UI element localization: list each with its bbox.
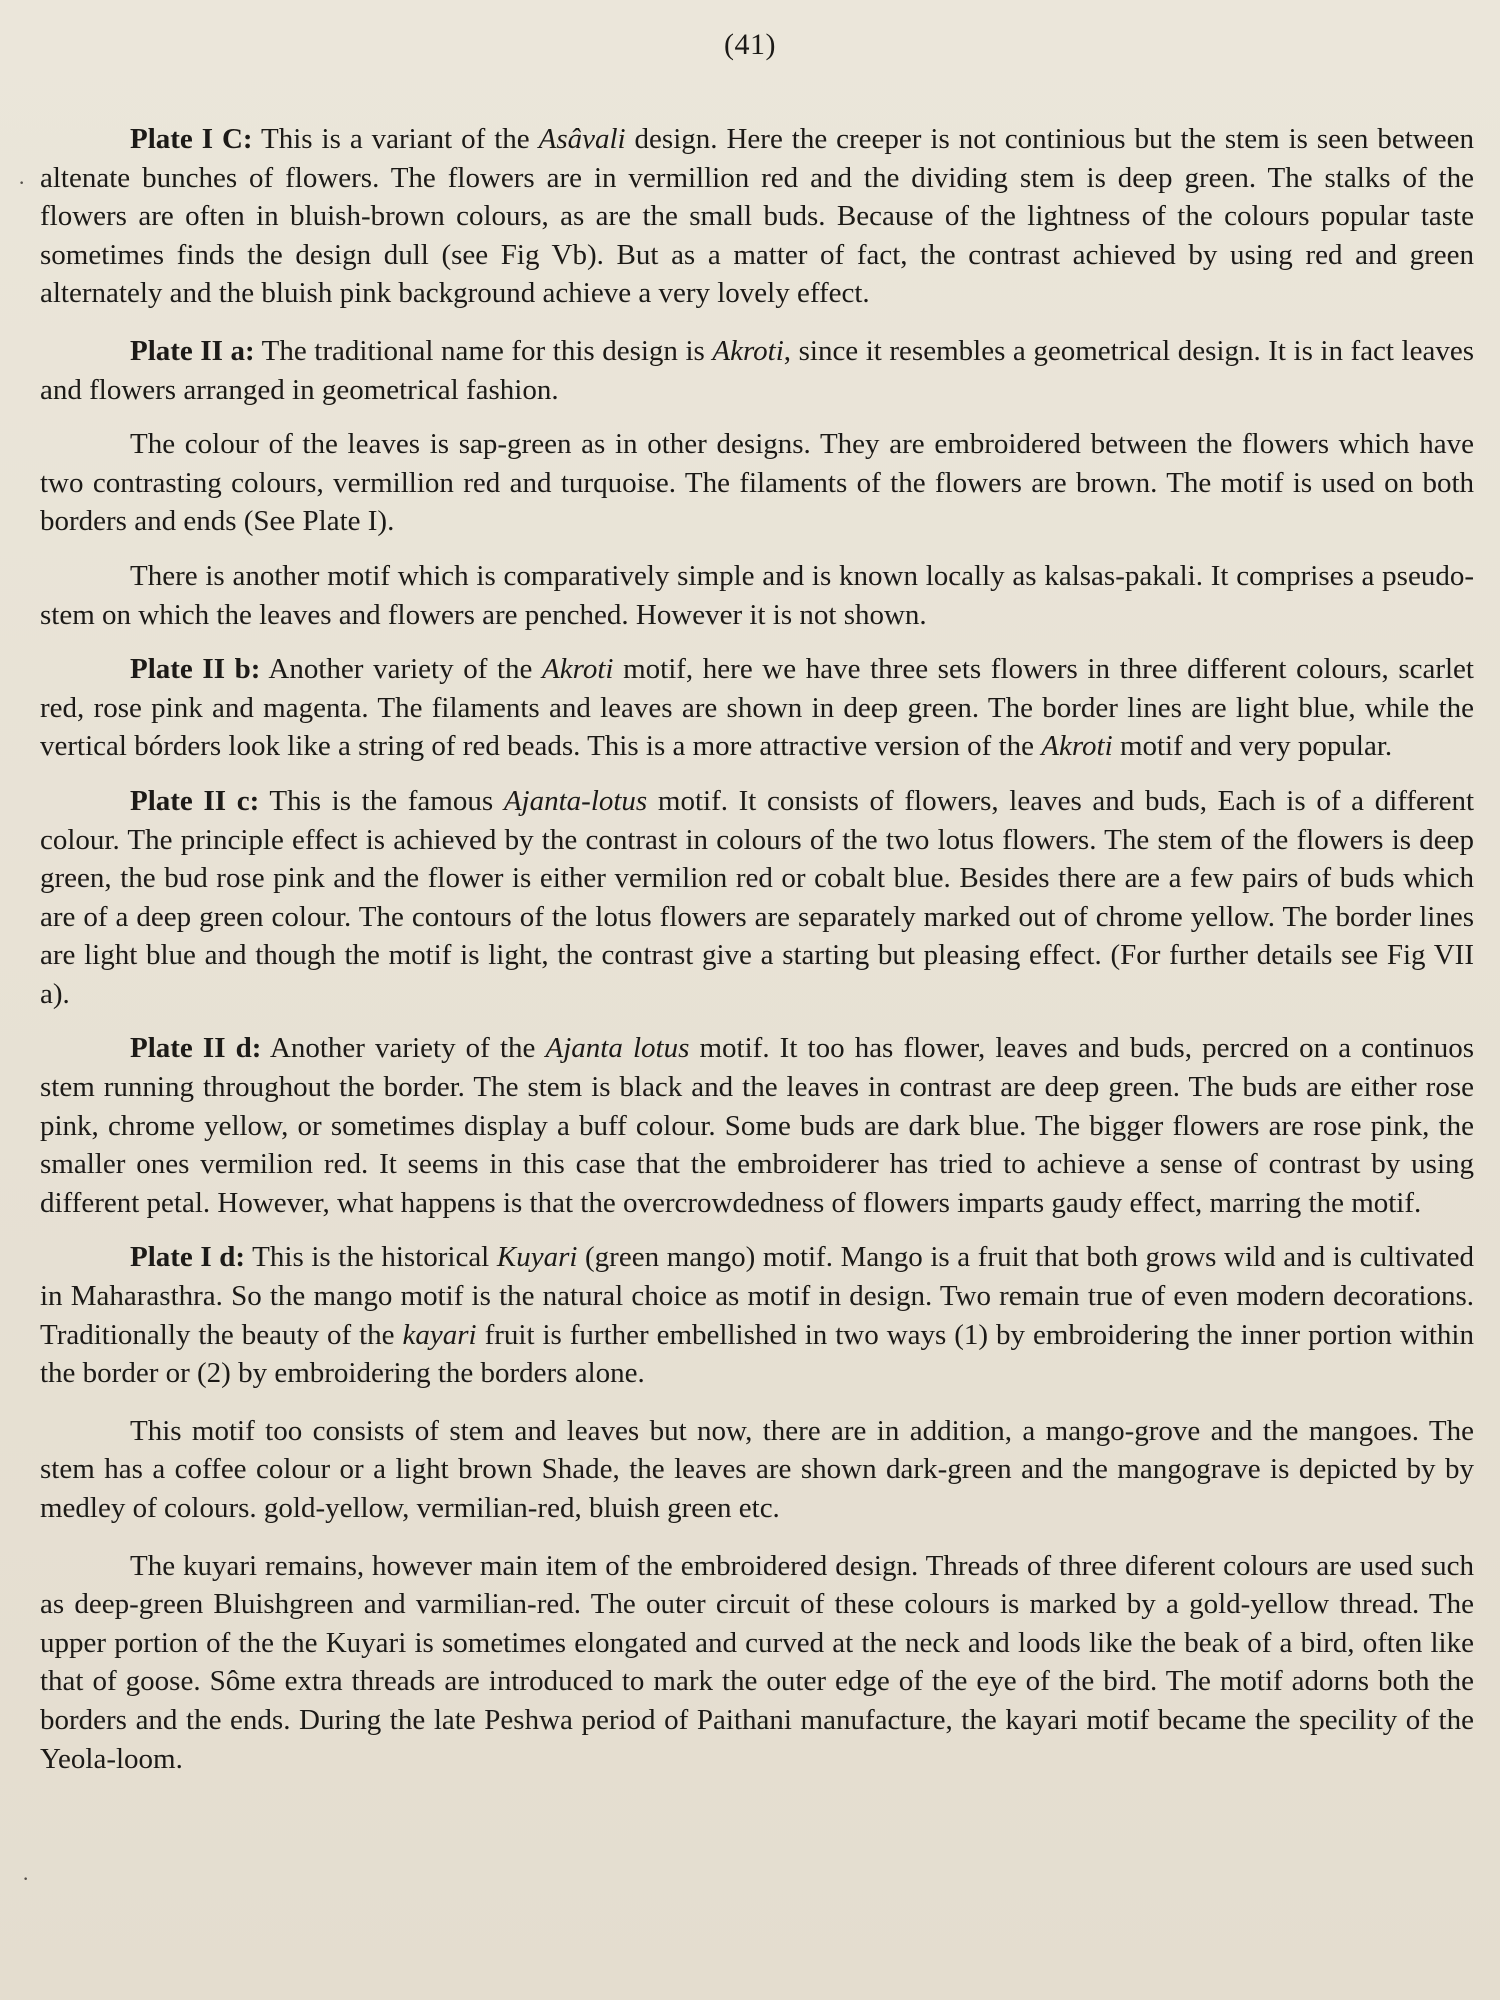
paragraph-leaf-colour: The colour of the leaves is sap-green as in other designs. They are embroidered between the flowers which have two contrasting colours, vermillion red and turquoise. The filaments of the flowers are brown. The motif is used on both borders and ends (See Plate I). xyxy=(40,428,1474,538)
margin-dot: · xyxy=(22,1866,30,1891)
paragraph-kalsas-pakali: There is another motif which is comparatively simple and is known locally as kalsas-pakali. It comprises a pseudo-stem on which the leaves and flowers are penched. However it is not shown. xyxy=(40,559,1474,631)
body-text xyxy=(40,120,1474,1797)
paragraph-kuyari-threads: The kuyari remains, however main item of the embroidered design. Threads of three diferent colours are used such as deep-green Bluishgreen and varmilian-red. The outer circuit of these colours is marked by a gold-yellow thread. The upper portion of the the Kuyari is sometimes elongated and curved at the neck and loods like the beak of a bird, often like that of goose. Sôme extra threads are introduced to mark the outer edge of the eye of the bird. The motif adorns both the borders and the ends. During the late Peshwa period of Paithani manufacture, the kayari motif became the specility of the Yeola-loom. xyxy=(40,1549,1474,1775)
paragraph-plate-1d: Plate I d: This is the historical Kuyari (green mango) motif. Mango is a fruit that both grows wild and is cultivated in Maharasthra. So the mango motif is the natural choice as motif in design. Two remain true of even modern decorations. Traditionally the beauty of the kayari fruit is further embellished in two ways (1) by embroidering the inner portion within the border or (2) by embroidering the borders alone. xyxy=(40,1241,1474,1390)
paragraph-mango-grove: This motif too consists of stem and leaves but now, there are in addition, a mango-grove and the mangoes. The stem has a coffee colour or a light brown Shade, the leaves are shown dark-green and the mangograve is depicted by by medley of colours. gold-yellow, vermilian-red, bluish green etc. xyxy=(40,1414,1474,1524)
paragraph-plate-2d: Plate II d: Another variety of the Ajanta lotus motif. It too has flower, leaves and buds, percred on a continuos stem running throughout the border. The stem is black and the leaves in contrast are deep green. The buds are either rose pink, chrome yellow, or sometimes display a buff colour. Some buds are dark blue. The bigger flowers are rose pink, the smaller ones vermilion red. It seems in this case that the embroiderer has tried to achieve a sense of contrast by using different petal. However, what happens is that the overcrowdedness of flowers imparts gaudy effect, marring the motif. xyxy=(40,1032,1474,1219)
plate-label: Plate I C: xyxy=(130,123,253,155)
plate-label: Plate II d: xyxy=(130,1032,262,1065)
paragraph-plate-2a: Plate II a: The traditional name for this design is Akroti, since it resembles a geometrical design. It is in fact leaves and flowers arranged in geometrical fashion. xyxy=(40,334,1474,406)
paragraph-plate-1c: Plate I C: This is a variant of the Asâvali design. Here the creeper is not continious but the stem is seen between altenate bunches of flowers. The flowers are in vermillion red and the dividing stem is deep green. The stalks of the flowers are often in bluish-brown colours, as are the small buds. Because of the lightness of the colours popular taste sometimes finds the design dull (see Fig Vb). But as a matter of fact, the contrast achieved by using red and green alternately and the bluish pink background achieve a very lovely effect. xyxy=(40,123,1474,310)
paragraph-plate-2b: Plate II b: Another variety of the Akroti motif, here we have three sets flowers in three different colours, scarlet red, rose pink and magenta. The filaments and leaves are shown in deep green. The border lines are light blue, while the vertical bórders look like a string of red beads. This is a more attractive version of the Akroti motif and very popular. xyxy=(40,653,1474,763)
plate-label: Plate I d: xyxy=(130,1241,246,1274)
plate-label: Plate II a: xyxy=(130,334,255,367)
paragraph-plate-2c: Plate II c: This is the famous Ajanta-lotus motif. It consists of flowers, leaves and buds, Each is of a different colour. The principle effect is achieved by the contrast in colours of the two lotus flowers. The stem of the flowers is deep green, the bud rose pink and the flower is either vermilion red or cobalt blue. Besides there are a few pairs of buds which are of a deep green colour. The contours of the lotus flowers are separately marked out of chrome yellow. The border lines are light blue and though the motif is light, the contrast give a starting but pleasing effect. (For further details see Fig VII a). xyxy=(40,784,1475,1010)
margin-dot: · xyxy=(18,170,26,195)
plate-label: Plate II c: xyxy=(130,784,260,817)
page-number: (41) xyxy=(724,28,776,61)
plate-label: Plate II b: xyxy=(130,653,261,686)
